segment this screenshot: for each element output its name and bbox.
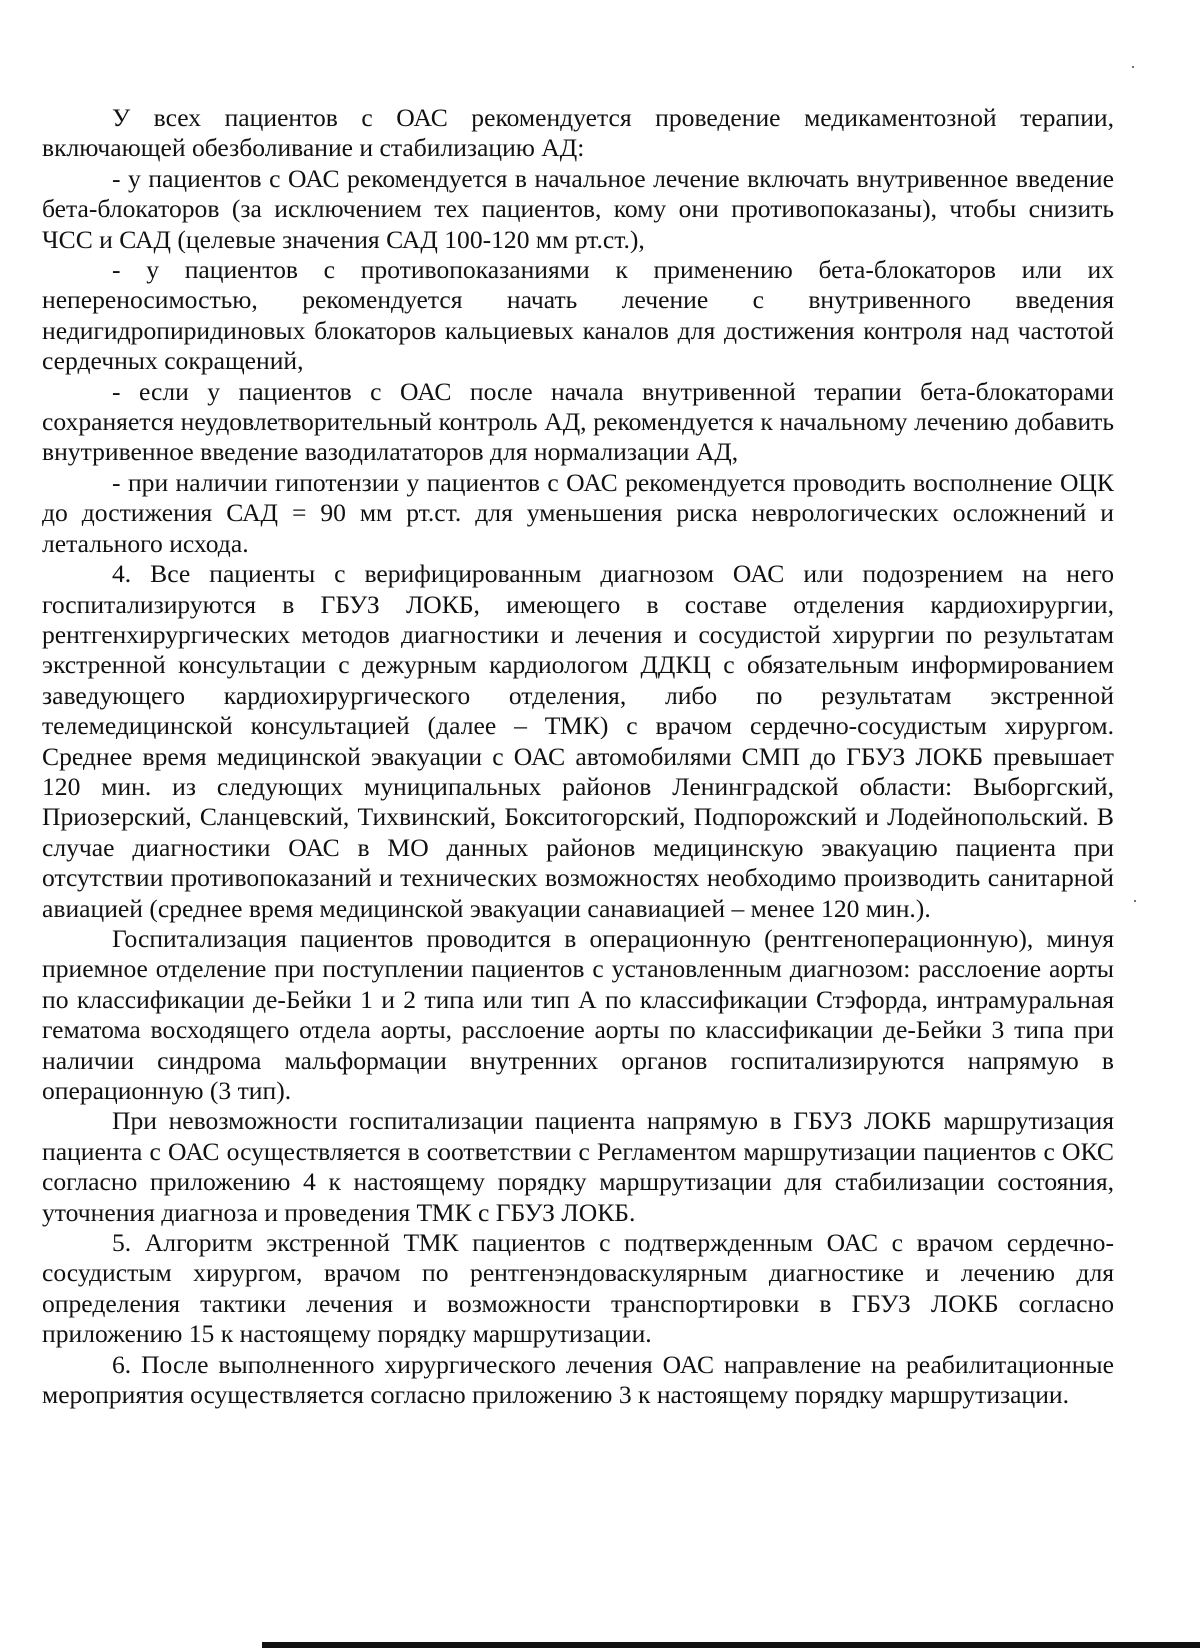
paragraph-vasodilators: - если у пациентов с ОАС после начала внутривенной терапии бета-блокаторами сохраняется неудовлетворительный контроль АД, рекомендуется к начальному лечению добавить внутривенное введение вазодилататоров для нормализации АД, <box>42 376 1114 467</box>
paragraph-hypotension: - при наличии гипотензии у пациентов с ОАС рекомендуется проводить восполнение ОЦК до достижения САД = 90 мм рт.ст. для уменьшения риска неврологических осложнений и летального исхода. <box>42 467 1114 558</box>
scan-speck <box>1132 66 1134 68</box>
paragraph-routing-alternative: При невозможности госпитализации пациента напрямую в ГБУЗ ЛОКБ маршрутизация пациента с ОАС осуществляется в соответствии с Регламентом маршрутизации пациентов с ОКС согласно приложению 4 к настоящему порядку маршрутизации для стабилизации состояния, уточнения диагноза и проведения ТМК с ГБУЗ ЛОКБ. <box>42 1106 1114 1227</box>
scan-speck <box>1134 900 1136 902</box>
paragraph-item-5-telemedicine: 5. Алгоритм экстренной ТМК пациентов с подтвержденным ОАС с врачом сердечно-сосудистым хирургом, врачом по рентгенэндоваскулярным диагностике и лечению для определения тактики лечения и возможности транспортировки в ГБУЗ ЛОКБ согласно приложению 15 к настоящему порядку маршрутизации. <box>42 1228 1114 1349</box>
scan-bottom-edge <box>262 1642 1200 1648</box>
paragraph-operating-room: Госпитализация пациентов проводится в операционную (рентгеноперационную), минуя приемное отделение при поступлении пациентов с установленным диагнозом: расслоение аорты по классификации де-Бейки 1 и 2 типа или тип А по классификации Стэфорда, интрамуральная гематома восходящего отдела аорты, расслоение аорты по классификации де-Бейки 3 типа при наличии синдрома мальформации внутренних органов госпитализируются напрямую в операционную (3 тип). <box>42 923 1114 1105</box>
paragraph-therapy-intro: У всех пациентов с ОАС рекомендуется проведение медикаментозной терапии, включающей обезболивание и стабилизацию АД: <box>42 103 1114 163</box>
paragraph-beta-blockers: - у пациентов с ОАС рекомендуется в начальное лечение включать внутривенное введение бета-блокаторов (за исключением тех пациентов, кому они противопоказаны), чтобы снизить ЧСС и САД (целевые значения САД 100-120 мм рт.ст.), <box>42 163 1114 254</box>
paragraph-contraindications: - у пациентов с противопоказаниями к применению бета-блокаторов или их непереносимостью, рекомендуется начать лечение с внутривенного введения недигидропиридиновых блокаторов кальциевых каналов для достижения контроля над частотой сердечных сокращений, <box>42 255 1114 376</box>
paragraph-item-4-hospitalization: 4. Все пациенты с верифицированным диагнозом ОАС или подозрением на него госпитализируются в ГБУЗ ЛОКБ, имеющего в составе отделения кардиохирургии, рентгенхирургических методов диагностики и лечения и сосудистой хирургии по результатам экстренной консультации с дежурным кардиологом ДДКЦ с обязательным информированием заведующего кардиохирургического отделения, либо по результатам экстренной телемедицинской консультацией (далее – ТМК) с врачом сердечно-сосудистым хирургом. Среднее время медицинской эвакуации с ОАС автомобилями СМП до ГБУЗ ЛОКБ превышает 120 мин. из следующих муниципальных районов Ленинградской области: Выборгский, Приозерский, Сланцевский, Тихвинский, Бокситогорский, Подпорожский и Лодейнопольский. В случае диагностики ОАС в МО данных районов медицинскую эвакуацию пациента при отсутствии противопоказаний и технических возможностях необходимо производить санитарной авиацией (среднее время медицинской эвакуации санавиацией – менее 120 мин.). <box>42 559 1114 923</box>
paragraph-item-6-rehabilitation: 6. После выполненного хирургического лечения ОАС направление на реабилитационные мероприятия осуществляется согласно приложению 3 к настоящему порядку маршрутизации. <box>42 1349 1114 1410</box>
document-page <box>42 103 1114 1410</box>
